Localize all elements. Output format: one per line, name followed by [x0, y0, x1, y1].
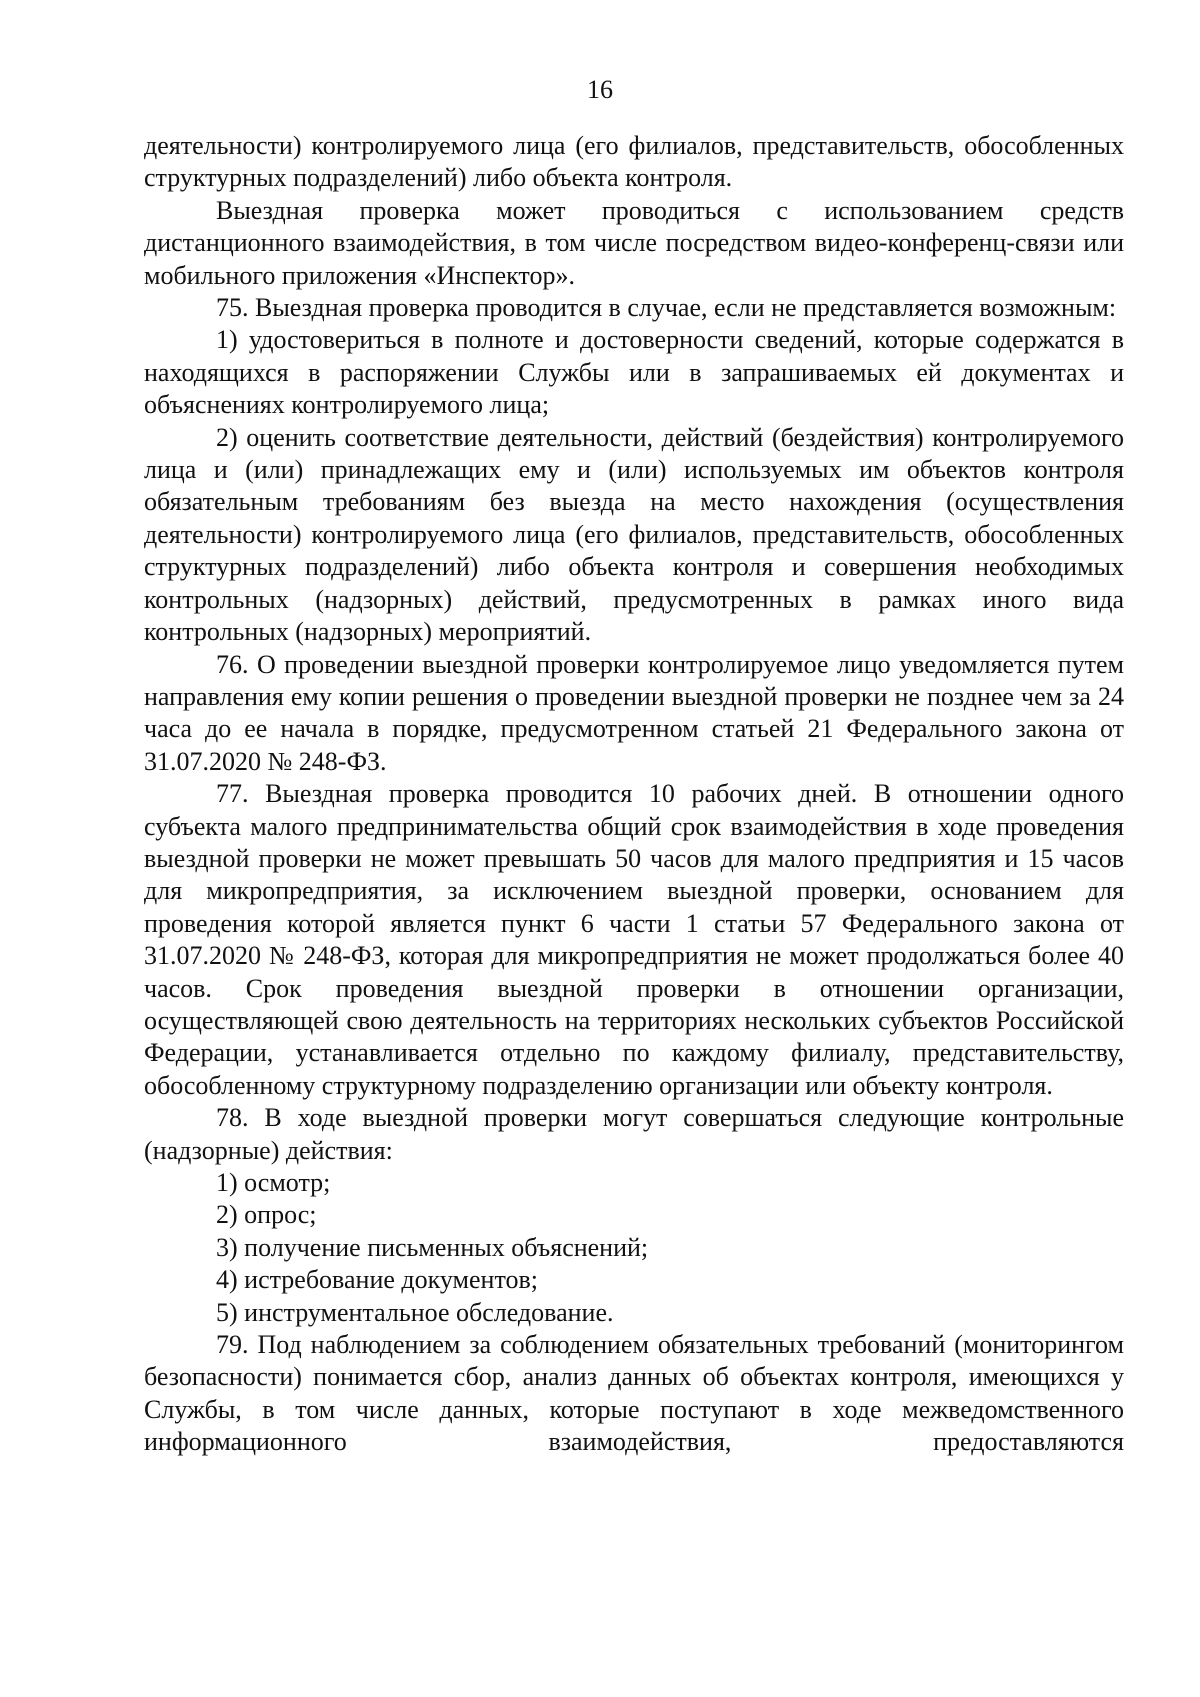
paragraph-78: 78. В ходе выездной проверки могут совершаться следующие контрольные (надзорные) действия: — [144, 1103, 1124, 1165]
paragraph-remote-inspection: Выездная проверка может проводиться с использованием средств дистанционного взаимодействия, в том числе посредством видео-конференц-связи или мобильного приложения «Инспектор». — [144, 195, 1124, 290]
list-item-document-request: 4) истребование документов; — [216, 1265, 538, 1295]
paragraph-79: 79. Под наблюдением за соблюдением обязательных требований (мониторингом безопасности) понимается сбор, анализ данных об объектах контроля, имеющихся у Службы, в том числе данных, которые поступают в ходе межведомственного информационного взаимодействия, предоставляются — [144, 1330, 1124, 1457]
paragraph-continuation: деятельности) контролируемого лица (его филиалов, представительств, обособленных структурных подразделений) либо объекта контроля. — [144, 131, 1124, 193]
paragraph-75-item-1: 1) удостовериться в полноте и достоверности сведений, которые содержатся в находящихся в распоряжении Службы или в запрашиваемых ей документах и объяснениях контролируемого лица; — [144, 325, 1124, 420]
list-item-inspection: 1) осмотр; — [216, 1168, 331, 1197]
paragraph-75-item-2: 2) оценить соответствие деятельности, действий (бездействия) контролируемого лица и (или) принадлежащих ему и (или) используемых им объектов контроля обязательным требованиям без выезда на место нахождения (осуществления деятельности) контролируемого лица (его филиалов, представительств, обособленных структурных подразделений) либо объекта контроля и совершения необходимых контрольных (надзорных) действий, предусмотренных в рамках иного вида контрольных (надзорных) мероприятий. — [144, 422, 1124, 647]
paragraph-76: 76. О проведении выездной проверки контролируемое лицо уведомляется путем направления ему копии решения о проведении выездной проверки не позднее чем за 24 часа до ее начала в порядке, предусмотренном статьей 21 Федерального закона от 31.07.2020 № 248-ФЗ. — [144, 649, 1124, 776]
list-item-instrumental-examination: 5) инструментальное обследование. — [216, 1297, 614, 1327]
list-item-written-explanations: 3) получение письменных объяснений; — [216, 1232, 649, 1262]
paragraph-75: 75. Выездная проверка проводится в случае, если не представляется возможным: — [216, 293, 1117, 323]
document-body — [144, 130, 1124, 1459]
list-item-survey: 2) опрос; — [216, 1200, 317, 1230]
page-number: 16 — [587, 75, 613, 104]
paragraph-77: 77. Выездная проверка проводится 10 рабочих дней. В отношении одного субъекта малого предпринимательства общий срок взаимодействия в ходе проведения выездной проверки не может превышать 50 часов для малого предприятия и 15 часов для микропредприятия, за исключением выездной проверки, основанием для проведения которой является пункт 6 части 1 статьи 57 Федерального закона от 31.07.2020 № 248-ФЗ, которая для микропредприятия не может продолжаться более 40 часов. Срок проведения выездной проверки в отношении организации, осуществляющей свою деятельность на территориях нескольких субъектов Российской Федерации, устанавливается отдельно по каждому филиалу, представительству, обособленному структурному подразделению организации или объекту контроля. — [144, 779, 1124, 1100]
